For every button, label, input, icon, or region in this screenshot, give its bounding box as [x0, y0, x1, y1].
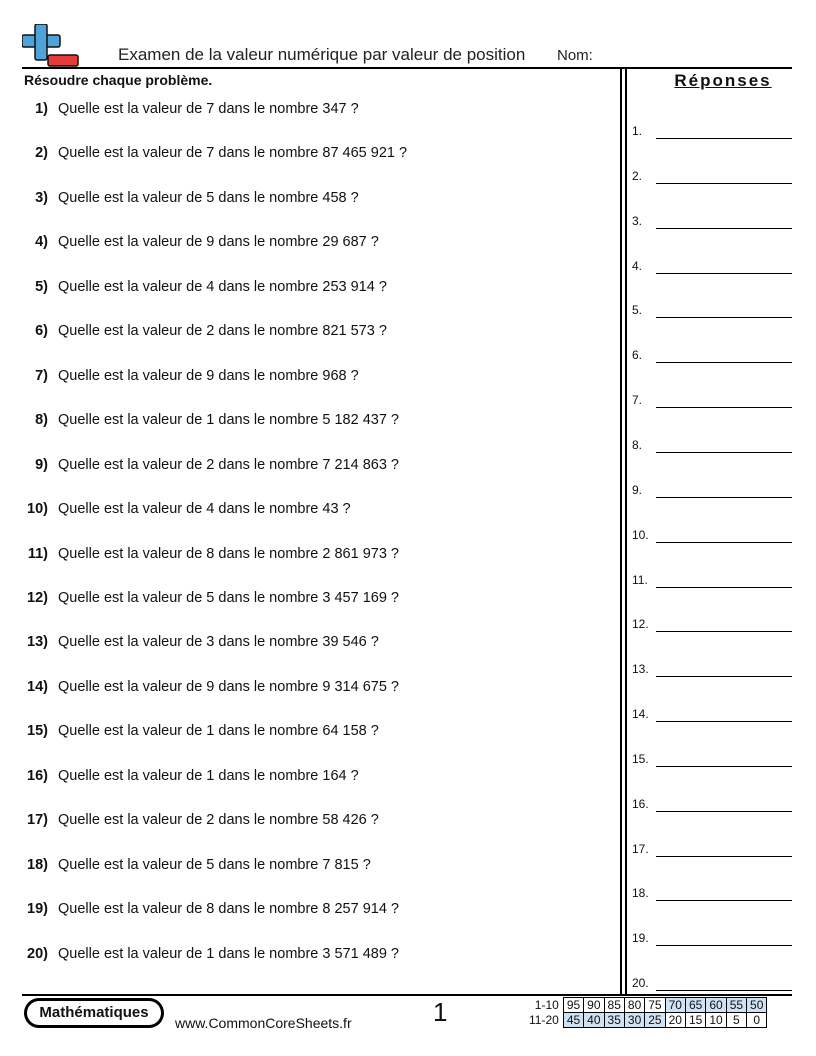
answer-number: 9.	[632, 482, 643, 497]
answer-number: 11.	[632, 572, 648, 587]
question-text: Quelle est la valeur de 7 dans le nombre 347 ?	[58, 101, 359, 117]
question-text: Quelle est la valeur de 1 dans le nombre 164 ?	[58, 767, 359, 784]
score-cell: 40	[584, 1013, 604, 1028]
answer-blank[interactable]	[656, 587, 792, 588]
answer-blank[interactable]	[656, 811, 792, 812]
score-cell: 5	[726, 1013, 746, 1028]
question-text: Quelle est la valeur de 9 dans le nombre 968 ?	[58, 367, 359, 384]
answer-blank[interactable]	[656, 631, 792, 632]
answer-blank[interactable]	[656, 497, 792, 498]
answer-blank[interactable]	[656, 452, 792, 453]
question-number: 7)	[35, 367, 48, 384]
answer-blank[interactable]	[656, 273, 792, 274]
answer-number: 12.	[632, 617, 649, 632]
subject-badge	[24, 998, 164, 1028]
answers-title: Réponses	[674, 71, 772, 90]
answer-number: 1.	[632, 124, 643, 138]
answer-blank[interactable]	[656, 856, 792, 857]
question-text: Quelle est la valeur de 7 dans le nombre 87 465 921 ?	[58, 145, 408, 162]
page-number: 1	[433, 997, 448, 1027]
score-cell: 30	[624, 1013, 644, 1028]
answer-number: 7.	[632, 393, 643, 408]
answer-number: 10.	[632, 527, 649, 542]
answer-blank[interactable]	[656, 766, 792, 767]
question-number: 3)	[35, 189, 48, 206]
question-text: Quelle est la valeur de 4 dans le nombre 253 914 ?	[58, 278, 387, 295]
question-number: 15)	[27, 723, 48, 740]
score-cell: 10	[706, 1013, 726, 1028]
question-number: 2)	[35, 145, 48, 162]
score-cell: 0	[747, 1013, 767, 1028]
question-text: Quelle est la valeur de 5 dans le nombre 458 ?	[58, 189, 359, 206]
subject-label: Mathématiques	[27, 1001, 161, 1025]
question-text: Quelle est la valeur de 5 dans le nombre 3 457 169 ?	[58, 589, 399, 606]
score-cell: 90	[584, 998, 604, 1013]
score-row	[529, 998, 767, 1013]
answer-blank[interactable]	[656, 945, 792, 946]
score-cell: 50	[747, 998, 767, 1013]
answer-blank[interactable]	[656, 362, 792, 363]
answer-number: 2.	[632, 168, 643, 183]
answer-blank[interactable]	[656, 900, 792, 901]
question-number: 19)	[27, 901, 48, 918]
score-cell: 35	[604, 1013, 624, 1028]
question-number: 4)	[35, 234, 48, 251]
score-cell: 25	[645, 1013, 665, 1028]
question-number: 14)	[27, 678, 48, 695]
score-cell: 15	[685, 1013, 705, 1028]
score-cell: 85	[604, 998, 624, 1013]
answer-blank[interactable]	[656, 721, 792, 722]
answer-number: 15.	[632, 751, 649, 766]
question-text: Quelle est la valeur de 1 dans le nombre 64 158 ?	[58, 723, 379, 740]
answer-blank[interactable]	[656, 138, 792, 139]
question-number: 12)	[27, 589, 48, 606]
column-divider	[625, 69, 627, 995]
answer-number: 6.	[632, 348, 643, 363]
answer-blank[interactable]	[656, 228, 792, 229]
answer-number: 8.	[632, 437, 643, 452]
question-text: Quelle est la valeur de 2 dans le nombre 821 573 ?	[58, 323, 387, 340]
answer-blank[interactable]	[656, 317, 792, 318]
question-number: 1)	[35, 101, 48, 117]
answer-number: 16.	[632, 796, 649, 811]
score-cell: 70	[665, 998, 685, 1013]
score-cell: 45	[563, 1013, 583, 1028]
question-number: 10)	[27, 501, 48, 518]
column-divider	[620, 69, 622, 995]
score-table	[529, 997, 767, 1028]
header-rule	[22, 67, 792, 69]
question-number: 6)	[35, 323, 48, 340]
question-text: Quelle est la valeur de 2 dans le nombre 58 426 ?	[58, 812, 379, 829]
question-text: Quelle est la valeur de 4 dans le nombre 43 ?	[58, 501, 351, 518]
question-text: Quelle est la valeur de 3 dans le nombre 39 546 ?	[58, 634, 379, 651]
worksheet-title: Examen de la valeur numérique par valeur de position	[118, 45, 526, 64]
question-number: 20)	[27, 945, 48, 962]
footer-rule	[22, 994, 792, 996]
question-text: Quelle est la valeur de 1 dans le nombre 5 182 437 ?	[58, 412, 399, 429]
answer-number: 14.	[632, 707, 649, 722]
score-cell: 75	[645, 998, 665, 1013]
score-row-label: 1-10	[534, 998, 559, 1012]
score-cell: 80	[624, 998, 644, 1013]
question-number: 13)	[27, 634, 48, 651]
question-number: 18)	[27, 856, 48, 873]
site-url: www.CommonCoreSheets.fr	[175, 1015, 352, 1031]
answer-number: 19.	[632, 931, 649, 946]
question-number: 16)	[27, 767, 48, 784]
answer-blank[interactable]	[656, 407, 792, 408]
answer-number: 13.	[632, 662, 649, 677]
question-text: Quelle est la valeur de 8 dans le nombre 8 257 914 ?	[58, 901, 399, 918]
instructions: Résoudre chaque problème.	[24, 72, 213, 88]
score-cell: 65	[685, 998, 705, 1013]
answer-blank[interactable]	[656, 990, 792, 991]
answer-number: 3.	[632, 213, 643, 228]
plus-minus-logo-icon	[22, 24, 80, 68]
question-text: Quelle est la valeur de 9 dans le nombre 9 314 675 ?	[58, 678, 399, 695]
answer-blank[interactable]	[656, 542, 792, 543]
question-number: 5)	[35, 278, 48, 295]
question-number: 17)	[27, 812, 48, 829]
question-text: Quelle est la valeur de 1 dans le nombre 3 571 489 ?	[58, 945, 399, 962]
answer-blank[interactable]	[656, 676, 792, 677]
score-cell: 95	[563, 998, 583, 1013]
score-cell: 60	[706, 998, 726, 1013]
question-text: Quelle est la valeur de 9 dans le nombre 29 687 ?	[58, 234, 379, 251]
score-row-label: 11-20	[529, 1013, 559, 1027]
score-cell: 55	[726, 998, 746, 1013]
question-text: Quelle est la valeur de 2 dans le nombre 7 214 863 ?	[58, 456, 399, 473]
score-cell: 20	[665, 1013, 685, 1028]
answer-number: 5.	[632, 303, 643, 318]
answer-blank[interactable]	[656, 183, 792, 184]
question-text: Quelle est la valeur de 5 dans le nombre 7 815 ?	[58, 856, 371, 873]
answer-number: 4.	[632, 258, 643, 273]
answer-number: 17.	[632, 841, 649, 856]
score-row	[529, 1013, 767, 1028]
question-text: Quelle est la valeur de 8 dans le nombre 2 861 973 ?	[58, 545, 399, 562]
question-number: 8)	[35, 412, 48, 429]
question-number: 9)	[35, 456, 48, 473]
question-number: 11)	[27, 545, 48, 562]
answer-number: 20.	[632, 976, 649, 991]
name-label: Nom:	[557, 47, 593, 64]
answer-number: 18.	[632, 886, 649, 901]
